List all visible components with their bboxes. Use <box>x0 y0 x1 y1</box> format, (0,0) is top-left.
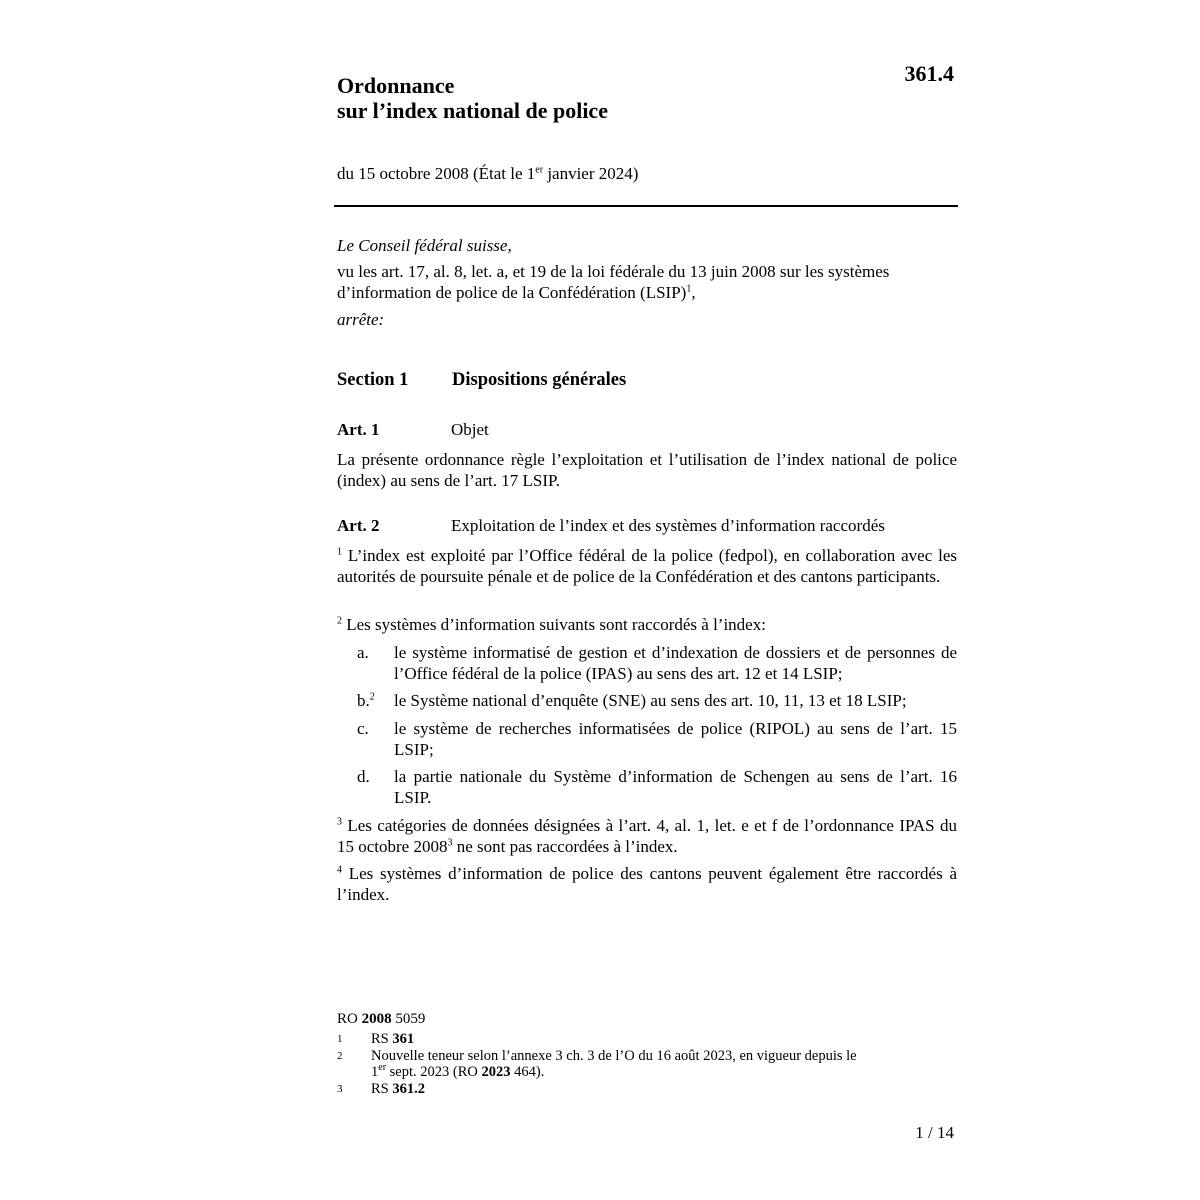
footnote-number: 2 <box>337 1050 343 1062</box>
footnote-number: 3 <box>337 1083 343 1095</box>
paragraph-text: L’index est exploité par l’Office fédéral de la police (fedpol), en collaboration avec les autorités de poursuite pénale et de police de la Confédération et des cantons participants. <box>337 546 957 586</box>
section-title: Dispositions générales <box>452 370 627 390</box>
footnote-ref-2[interactable]: 2 <box>369 691 375 703</box>
article-1-heading <box>337 420 489 440</box>
ro-prefix: RO <box>337 1011 362 1027</box>
footnote-3 <box>337 1081 937 1097</box>
footnote-prefix: RS <box>371 1081 393 1097</box>
date-line <box>337 164 638 184</box>
footnote-text <box>371 1081 937 1097</box>
paragraph-text: Les systèmes d’information de police des cantons peuvent également être raccordés à l’index. <box>337 864 957 904</box>
date-prefix: du 15 octobre 2008 (État le 1 <box>337 164 536 183</box>
list-item-b <box>357 690 957 711</box>
document-title <box>337 73 608 123</box>
list-item-d <box>357 766 957 808</box>
legal-basis-line-1: vu les art. 17, al. 8, let. a, et 19 de la loi fédérale du 13 juin 2008 sur les systèmes <box>337 262 890 281</box>
paragraph-text: Les catégories de données désignées à l’art. 4, al. 1, let. e et f de l’ordonnance IPAS du 15 octobre 2008 <box>337 816 957 856</box>
fn2-sup: er <box>378 1062 387 1074</box>
page-number: 1 / 14 <box>915 1123 954 1142</box>
list-item-label: c. <box>357 719 369 738</box>
footnote-text <box>371 1048 937 1080</box>
article-2-title: Exploitation de l’index et des systèmes d’information raccordés <box>451 516 885 535</box>
list-item-a <box>357 642 957 684</box>
article-2-paragraph-1 <box>337 545 957 587</box>
article-1-number: Art. 1 <box>337 420 380 439</box>
list-item-label: a. <box>357 643 369 662</box>
footnote-2 <box>337 1048 937 1080</box>
article-2-heading <box>337 516 885 536</box>
footnote-line-1: Nouvelle teneur selon l’annexe 3 ch. 3 de l’O du 16 août 2023, en vigueur depuis le <box>371 1048 857 1064</box>
ro-page: 5059 <box>391 1011 426 1027</box>
fn2-text: sept. 2023 (RO <box>386 1064 482 1080</box>
footnote-ro <box>337 1011 425 1028</box>
preamble-legal-basis <box>337 261 957 303</box>
footnote-prefix: RS <box>371 1031 393 1047</box>
list-item-letter: b. <box>357 691 370 710</box>
fn2-end: 464). <box>510 1064 545 1080</box>
paragraph-text-end: ne sont pas raccordées à l’index. <box>452 837 678 856</box>
footnote-ref-3[interactable]: 3 <box>447 837 453 849</box>
ro-year: 2008 <box>361 1011 392 1027</box>
list-item-text: le système de recherches informatisées de police (RIPOL) au sens de l’art. 15 LSIP; <box>394 719 957 759</box>
legal-basis-end: , <box>691 283 696 302</box>
sr-number: 361.4 <box>904 61 954 86</box>
footnote-ref-1[interactable]: 1 <box>686 283 692 295</box>
list-item-text: le système informatisé de gestion et d’indexation de dossiers et de personnes de l’Office fédéral de la police (IPAS) au sens des art. 12 et 14 LSIP; <box>394 643 957 683</box>
date-sup: er <box>535 164 544 176</box>
paragraph-text: Les systèmes d’information suivants sont raccordés à l’index: <box>342 615 766 634</box>
article-2-paragraph-3 <box>337 815 957 857</box>
list-item-c <box>357 718 957 760</box>
paragraph-number: 2 <box>337 615 342 627</box>
title-line-1: Ordonnance <box>337 73 455 98</box>
list-item-text: le Système national d’enquête (SNE) au sens des art. 10, 11, 13 et 18 LSIP; <box>394 691 907 710</box>
date-suffix: janvier 2024) <box>543 164 639 183</box>
title-line-2: sur l’index national de police <box>337 98 608 123</box>
footnote-1 <box>337 1031 937 1047</box>
fn2-bold: 2023 <box>481 1064 511 1080</box>
footnote-line-2 <box>371 1064 937 1080</box>
fn2-day: 1 <box>371 1064 379 1080</box>
list-item-text: la partie nationale du Système d’information de Schengen au sens de l’art. 16 LSIP. <box>394 767 957 807</box>
legal-basis-line-2 <box>337 282 957 303</box>
footnote-bold: 361.2 <box>392 1081 425 1097</box>
footnote-text <box>371 1031 937 1047</box>
list-item-label <box>357 690 393 711</box>
article-2-paragraph-2 <box>337 614 957 635</box>
paragraph-number: 4 <box>337 864 342 876</box>
footnote-number: 1 <box>337 1033 343 1045</box>
preamble-authority: Le Conseil fédéral suisse, <box>337 236 512 255</box>
section-number: Section 1 <box>337 370 409 390</box>
paragraph-number: 1 <box>337 546 342 558</box>
article-2-paragraph-4 <box>337 863 957 905</box>
article-1-text: La présente ordonnance règle l’exploitation et l’utilisation de l’index national de police (index) au sens de l’art. 17 LSIP. <box>337 450 957 490</box>
article-1-title: Objet <box>451 420 489 439</box>
legal-basis-text: d’information de police de la Confédération (LSIP) <box>337 283 687 302</box>
list-item-label: d. <box>357 767 370 786</box>
header-divider <box>334 205 958 207</box>
article-2-number: Art. 2 <box>337 516 380 535</box>
section-heading <box>337 370 626 391</box>
paragraph-number: 3 <box>337 816 342 828</box>
preamble-decree: arrête: <box>337 310 385 329</box>
footnote-bold: 361 <box>392 1031 415 1047</box>
